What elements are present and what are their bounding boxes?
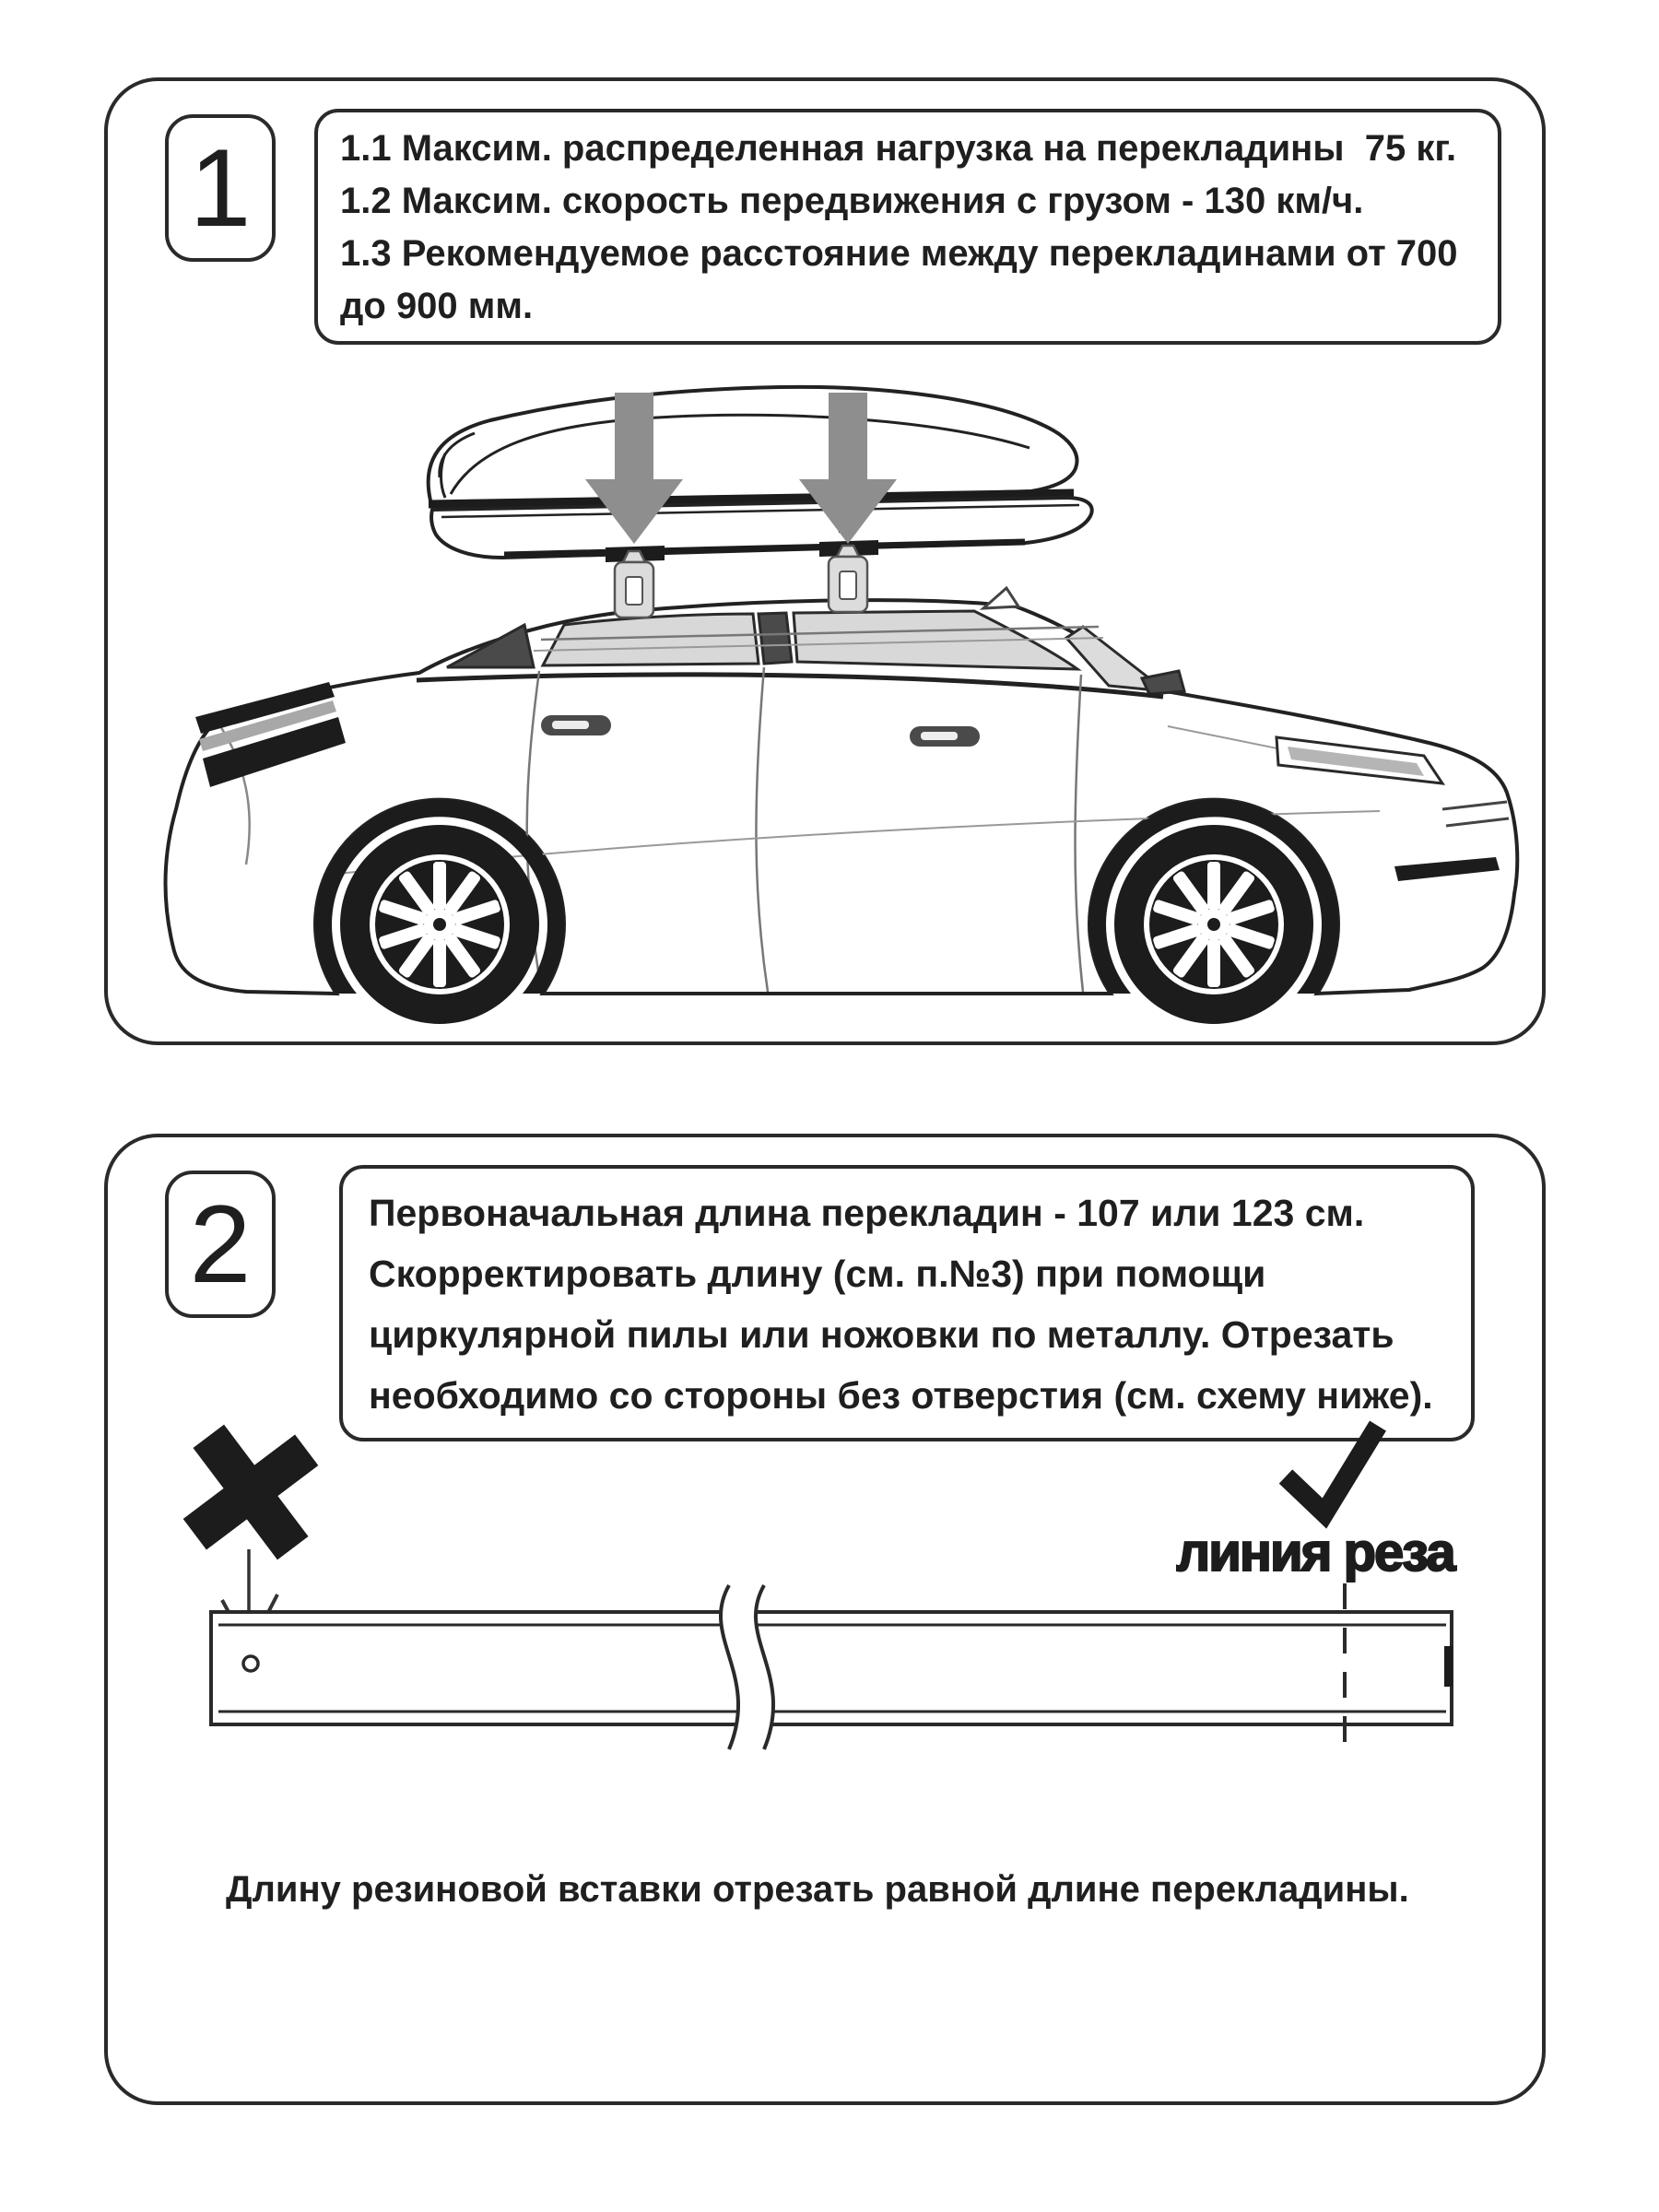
instruction-line: 1.2 Максим. скорость передвижения с грузом - 130 км/ч. [340, 181, 1364, 221]
antenna-fin [983, 588, 1018, 608]
step-panel-2 [104, 1134, 1546, 2105]
crossbar-cutting-diagram [108, 1137, 1542, 2101]
car-roofbox-illustration [108, 81, 1542, 1041]
quarter-glass [447, 625, 534, 667]
step-number: 1 [189, 126, 252, 250]
instruction-line: Первоначальная длина перекладин - 107 или 123 см. [369, 1192, 1365, 1234]
step-number: 2 [189, 1182, 252, 1306]
checkmark-icon [1286, 1426, 1378, 1513]
instruction-line: необходимо со стороны без отверстия (см. схему ниже). [369, 1374, 1433, 1417]
side-mirror [1142, 671, 1184, 694]
instruction-line: 1.1 Максим. распределенная нагрузка на перекладины 75 кг. [340, 128, 1457, 169]
instruction-line: циркулярной пилы или ножовки по металлу. Отрезать [369, 1313, 1394, 1356]
instruction-line: до 900 мм. [340, 286, 534, 326]
crossbar [211, 1612, 1453, 1724]
front-wheel [1114, 825, 1313, 1024]
crossbar-hole [243, 1656, 258, 1671]
instruction-line: Скорректировать длину (см. п.№3) при помощи [369, 1253, 1266, 1295]
cut-line-label: линия реза [1176, 1523, 1454, 1583]
footer-note: Длину резиновой вставки отрезать равной длине перекладины. [226, 1869, 1409, 1910]
rear-wheel [340, 825, 539, 1024]
roof-box [429, 387, 1092, 562]
x-cross-icon [180, 1421, 323, 1564]
instruction-line: 1.3 Рекомендуемое расстояние между перекладинами от 700 [340, 233, 1458, 274]
b-pillar [759, 613, 792, 664]
step-panel-1 [104, 77, 1546, 1045]
